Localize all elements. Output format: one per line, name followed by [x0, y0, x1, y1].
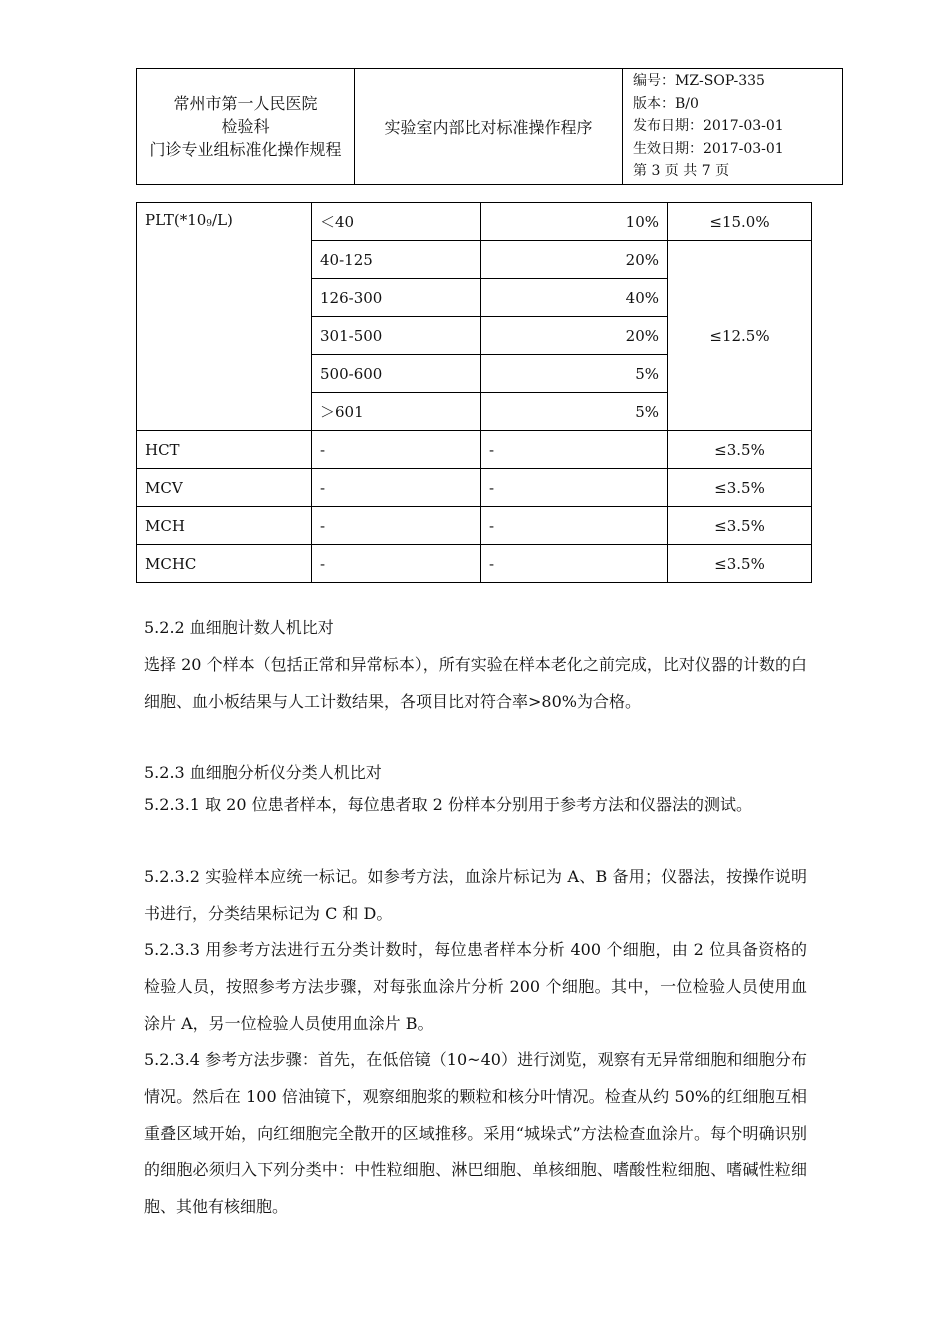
paragraph-5-2-3-2: 5.2.3.2 实验样本应统一标记。如参考方法，血涂片标记为 A、B 备用；仪器法，按操作说明书进行，分类结果标记为 C 和 D。	[144, 867, 807, 923]
param-range: -	[312, 469, 481, 507]
paragraph-5-2-3-4: 5.2.3.4 参考方法步骤：首先，在低倍镜（10~40）进行浏览，观察有无异常细胞和细胞分布情况。然后在 100 倍油镜下，观察细胞浆的颗粒和核分叶情况。检查从约 50%的红细胞互相重叠区域开始，向红细胞完全散开的区域推移。采用“城垛式”方法检查血涂片。每个明确识别的细胞必须归入下列分类中：中性粒细胞、淋巴细胞、单核细胞、嗜酸性粒细胞、嗜碱性粒细胞、其他有核细胞。	[144, 1050, 807, 1217]
org-group: 门诊专业组标准化操作规程	[149, 140, 342, 159]
plt-percent: 40%	[481, 279, 668, 317]
plt-range: 40-125	[312, 241, 481, 279]
table-row	[137, 469, 812, 507]
param-range: -	[312, 545, 481, 583]
param-name: HCT	[137, 431, 312, 469]
param-limit: ≤3.5%	[668, 431, 812, 469]
param-percent: -	[481, 469, 668, 507]
doc-version: 版本：B/0	[633, 95, 699, 112]
table-row	[137, 203, 812, 241]
paragraph-5-2-3-3: 5.2.3.3 用参考方法进行五分类计数时，每位患者样本分析 400 个细胞，由 2 位具备资格的检验人员，按照参考方法步骤，对每张血涂片分析 200 个细胞。其中，一位检验人员使用血涂片 A，另一位检验人员使用血涂片 B。	[144, 940, 807, 1033]
org-hospital: 常州市第一人民医院	[173, 94, 318, 113]
param-percent: -	[481, 431, 668, 469]
plt-range: 126-300	[312, 279, 481, 317]
plt-label-exponent: 9	[206, 219, 213, 229]
effective-date: 生效日期：2017-03-01	[633, 140, 784, 157]
param-name: MCV	[137, 469, 312, 507]
param-range: -	[312, 431, 481, 469]
plt-percent: 5%	[481, 355, 668, 393]
comparison-table	[136, 202, 812, 583]
doc-meta-cell	[623, 69, 843, 185]
section-heading-5-2-2: 5.2.2 血细胞计数人机比对	[144, 618, 334, 637]
page-info: 第 3 页 共 7 页	[633, 163, 730, 180]
plt-range: ＞601	[312, 393, 481, 431]
org-department: 检验科	[221, 117, 270, 136]
organization-cell	[137, 69, 355, 185]
table-row	[137, 545, 812, 583]
plt-percent: 5%	[481, 393, 668, 431]
issue-date: 发布日期：2017-03-01	[633, 118, 784, 135]
plt-percent: 20%	[481, 241, 668, 279]
param-name: MCHC	[137, 545, 312, 583]
param-name: MCH	[137, 507, 312, 545]
plt-label: PLT(*10	[145, 211, 207, 229]
param-percent: -	[481, 507, 668, 545]
plt-limit-low: ≤15.0%	[668, 203, 812, 241]
plt-range: 500-600	[312, 355, 481, 393]
paragraph-5-2-3-1: 5.2.3.1 取 20 位患者样本，每位患者取 2 份样本分别用于参考方法和仪器法的测试。	[144, 795, 752, 814]
plt-percent: 10%	[481, 203, 668, 241]
section-heading-5-2-3: 5.2.3 血细胞分析仪分类人机比对	[144, 763, 382, 782]
paragraph-5-2-2: 选择 20 个样本（包括正常和异常标本），所有实验在样本老化之前完成，比对仪器的计数的白细胞、血小板结果与人工计数结果，各项目比对符合率>80%为合格。	[144, 655, 807, 711]
doc-title: 实验室内部比对标准操作程序	[355, 69, 623, 185]
plt-range: 301-500	[312, 317, 481, 355]
doc-number: 编号：MZ-SOP-335	[633, 73, 765, 90]
plt-label-unit: /L)	[212, 211, 233, 229]
param-limit: ≤3.5%	[668, 469, 812, 507]
document-header	[136, 68, 843, 185]
table-row	[137, 431, 812, 469]
param-percent: -	[481, 545, 668, 583]
param-range: -	[312, 507, 481, 545]
param-limit: ≤3.5%	[668, 545, 812, 583]
plt-range: ＜40	[312, 203, 481, 241]
param-limit: ≤3.5%	[668, 507, 812, 545]
plt-limit-high: ≤12.5%	[668, 241, 812, 431]
table-row	[137, 507, 812, 545]
plt-label-cell	[137, 203, 312, 431]
plt-percent: 20%	[481, 317, 668, 355]
